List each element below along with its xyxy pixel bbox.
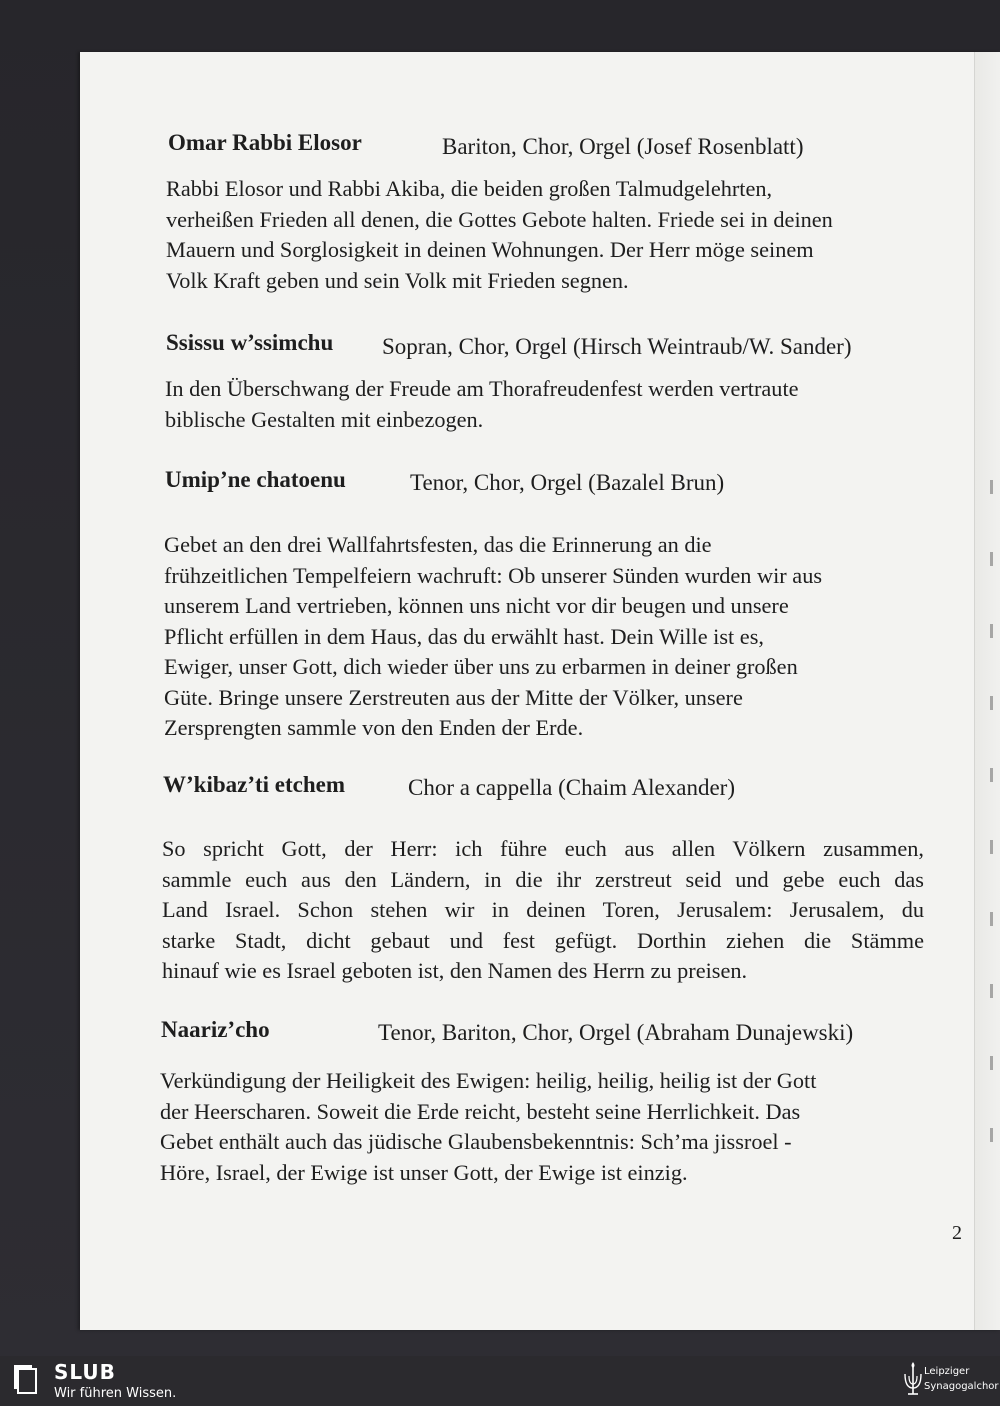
section-text [162, 834, 924, 987]
text-line: starke Stadt, dicht gebaut und fest gefügt. Dorthin ziehen die Stämme [162, 927, 924, 953]
text-line: Güte. Bringe unsere Zerstreuten aus der Mitte der Völker, unsere [164, 684, 743, 710]
choir-name [924, 1364, 999, 1394]
text-line: biblische Gestalten mit einbezogen. [165, 406, 484, 432]
text-line: Verkündigung der Heiligkeit des Ewigen: heilig, heilig, heilig ist der Gott [160, 1068, 817, 1093]
text-line: verheißen Frieden all denen, die Gottes Gebote halten. Friede sei in deinen [166, 206, 833, 232]
text-line: unserem Land vertrieben, können uns nicht vor dir beugen und unsere [164, 593, 789, 618]
section-text [160, 1066, 930, 1188]
text-line: Gebet enthält auch das jüdische Glaubensbekenntnis: Sch’ma jissroel - [160, 1129, 792, 1154]
text-line: Ewiger, unser Gott, dich wieder über uns zu erbarmen in deiner großen [164, 654, 798, 679]
section-text [164, 530, 924, 744]
text-line: frühzeitlichen Tempelfeiern wachruft: Ob unserer Sünden wurden wir aus [164, 562, 823, 588]
choir-name-line: Leipziger [924, 1366, 970, 1377]
text-line: hinauf wie es Israel geboten ist, den Namen des Herrn zu preisen. [162, 958, 748, 983]
section-title: Umip’ne chatoenu [165, 467, 346, 492]
text-line: So spricht Gott, der Herr: ich führe euch aus allen Völkern zusammen, [162, 836, 924, 861]
text-line: der Heerscharen. Soweit die Erde reicht, besteht seine Herrlichkeit. Das [160, 1098, 801, 1124]
slub-logo-icon [12, 1361, 38, 1397]
text-line: sammle euch aus den Ländern, in die ihr zerstreut seid und gebe euch das [162, 866, 924, 892]
text-line: Höre, Israel, der Ewige ist unser Gott, der Ewige ist einzig. [160, 1159, 688, 1185]
section-subtitle: Chor a cappella (Chaim Alexander) [408, 775, 735, 800]
page-number: 2 [952, 1222, 962, 1244]
choir-name-line: Synagogalchor [924, 1381, 999, 1392]
section-text [166, 174, 926, 296]
text-line: In den Überschwang der Freude am Thorafreudenfest werden vertraute [165, 376, 799, 401]
text-line: Pflicht erfüllen in dem Haus, das du erwählt hast. Dein Wille ist es, [164, 623, 764, 649]
text-line: Mauern und Sorglosigkeit in deinen Wohnungen. Der Herr möge seinem [166, 237, 814, 262]
text-line: Zersprengten sammle von den Enden der Erde. [164, 715, 584, 740]
section-text [165, 374, 925, 435]
library-name: SLUB [54, 1360, 116, 1384]
text-line: Gebet an den drei Wallfahrtsfesten, das die Erinnerung an die [164, 532, 712, 557]
section-subtitle: Tenor, Bariton, Chor, Orgel (Abraham Dunajewski) [378, 1020, 854, 1045]
section-title: Naariz’cho [161, 1017, 270, 1042]
menorah-logo-icon [900, 1360, 926, 1400]
text-line: Land Israel. Schon stehen wir in deinen Toren, Jerusalem: Jerusalem, du [162, 897, 924, 922]
library-tagline: Wir führen Wissen. [54, 1386, 177, 1401]
viewer-footer [0, 1356, 1000, 1406]
section-title: Omar Rabbi Elosor [168, 130, 362, 155]
section-title: W’kibaz’ti etchem [163, 772, 346, 797]
section-subtitle: Tenor, Chor, Orgel (Bazalel Brun) [410, 470, 725, 495]
section-subtitle: Sopran, Chor, Orgel (Hirsch Weintraub/W. Sander) [382, 334, 852, 359]
section-subtitle: Bariton, Chor, Orgel (Josef Rosenblatt) [442, 134, 804, 159]
section-title: Ssissu w’ssimchu [166, 330, 334, 355]
text-line: Rabbi Elosor und Rabbi Akiba, die beiden großen Talmudgelehrten, [166, 176, 773, 201]
text-line: Volk Kraft geben und sein Volk mit Frieden segnen. [166, 267, 629, 293]
